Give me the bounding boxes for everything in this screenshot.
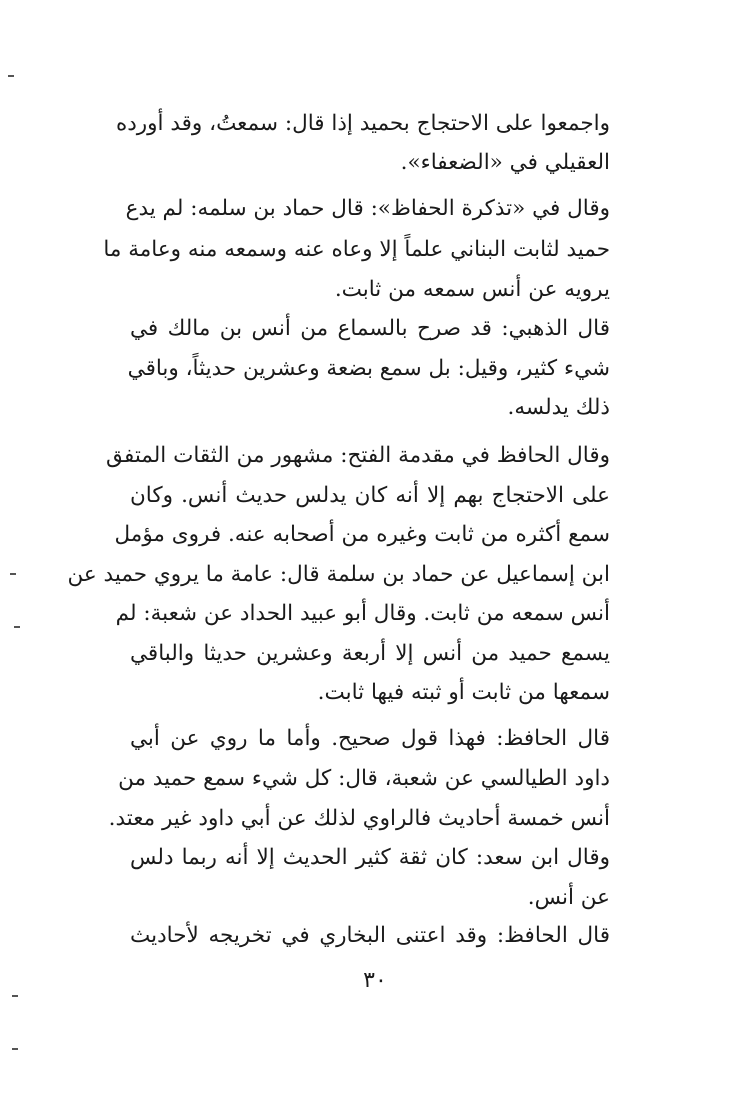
scan-mark xyxy=(8,75,14,77)
text-line: سمعها من ثابت أو ثبته فيها ثابت. xyxy=(317,680,610,705)
text-line: قال الحافظ: فهذا قول صحيح. وأما ما روي عن أبي xyxy=(130,726,610,751)
scan-mark xyxy=(12,995,18,997)
text-line: يرويه عن أنس سمعه من ثابت. xyxy=(334,277,610,302)
text-line: أنس خمسة أحاديث فالراوي لذلك عن أبي داود غير معتد. xyxy=(108,806,610,831)
text-line: ابن إسماعيل عن حماد بن سلمة قال: عامة ما يروي حميد عن xyxy=(67,562,610,587)
text-line: قال الذهبي: قد صرح بالسماع من أنس بن مالك في xyxy=(130,316,610,341)
text-line: على الاحتجاج بهم إلا أنه كان يدلس حديث أنس. وكان xyxy=(130,483,610,508)
text-line: واجمعوا على الاحتجاج بحميد إذا قال: سمعتُ، وقد أورده xyxy=(115,111,610,136)
text-line: سمع أكثره من ثابت وغيره من أصحابه عنه. فروى مؤمل xyxy=(114,522,610,547)
text-line: وقال في «تذكرة الحفاظ»: قال حماد بن سلمه: لم يدع xyxy=(125,196,610,221)
scan-mark xyxy=(14,626,20,628)
text-line: وقال الحافظ في مقدمة الفتح: مشهور من الثقات المتفق xyxy=(106,443,610,468)
text-line: عن أنس. xyxy=(527,885,610,910)
text-line: يسمع حميد من أنس إلا أربعة وعشرين حديثا والباقي xyxy=(130,641,610,666)
text-line: أنس سمعه من ثابت. وقال أبو عبيد الحداد عن شعبة: لم xyxy=(115,601,610,626)
text-line: وقال ابن سعد: كان ثقة كثير الحديث إلا أنه ربما دلس xyxy=(130,845,610,870)
text-line: حميد لثابت البناني علماً إلا وعاه عنه وسمعه منه وعامة ما xyxy=(103,237,610,262)
page-number: ٣٠ xyxy=(363,968,387,993)
scan-mark xyxy=(10,573,16,575)
text-line: داود الطيالسي عن شعبة، قال: كل شيء سمع حميد من xyxy=(118,766,610,791)
scan-mark xyxy=(12,1048,18,1050)
text-line: العقيلي في «الضعفاء». xyxy=(400,150,610,175)
text-line: شيء كثير، وقيل: بل سمع بضعة وعشرين حديثاً، وباقي xyxy=(127,356,610,381)
text-line: ذلك يدلسه. xyxy=(507,395,610,420)
text-line: قال الحافظ: وقد اعتنى البخاري في تخريجه لأحاديث xyxy=(130,923,610,948)
